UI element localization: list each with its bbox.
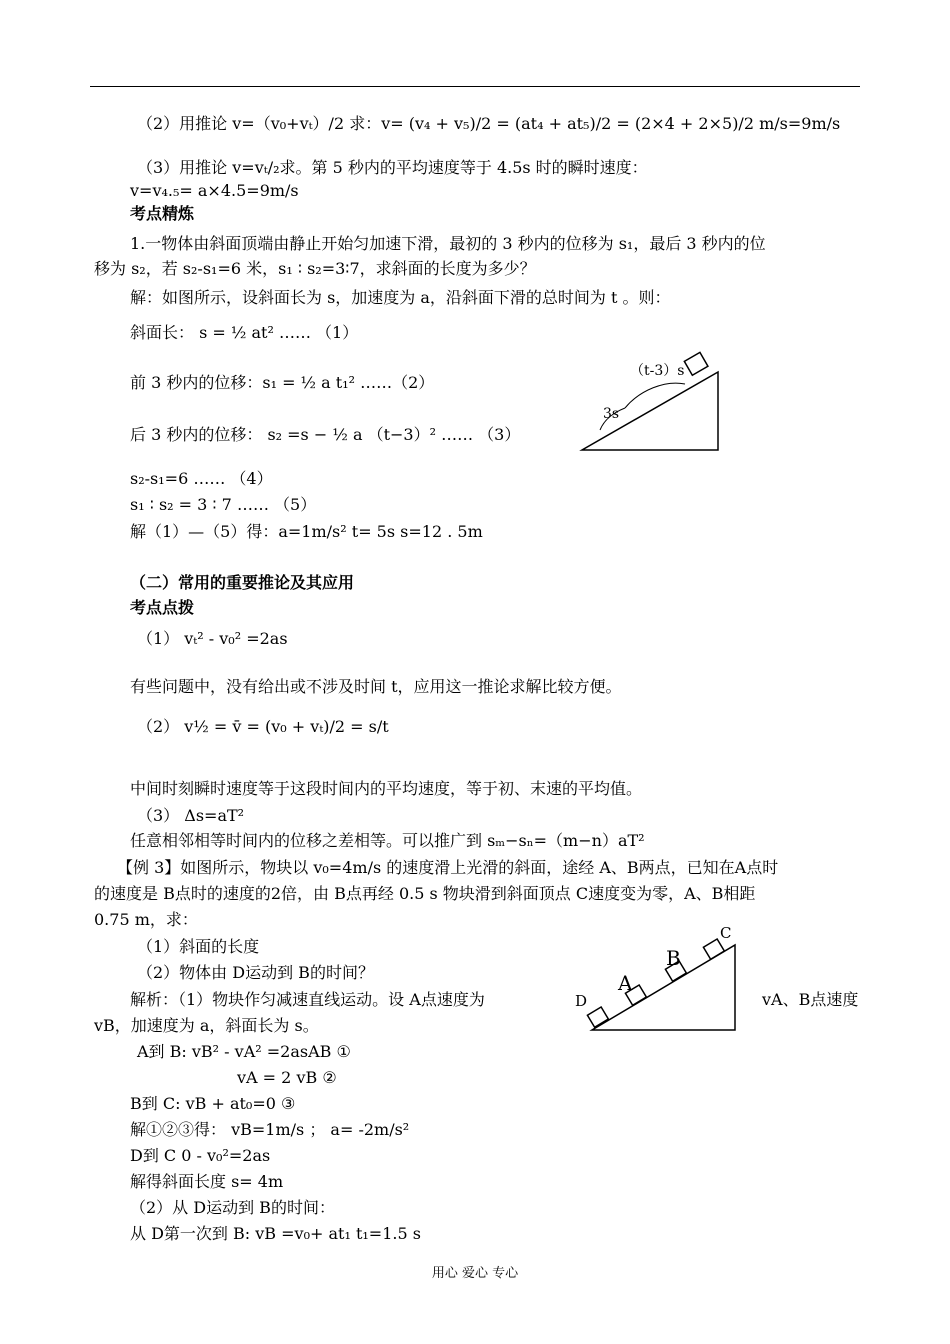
equation-line: vA = 2 vB ② (237, 1068, 337, 1087)
equation-line: s₂-s₁=6 …… （4） (130, 469, 273, 488)
result-line: 解（1）—（5）得：a=1m/s² t= 5s s=12 . 5m (130, 522, 483, 541)
text-line: 解：如图所示，设斜面长为 s，加速度为 a，沿斜面下滑的总时间为 t 。则： (130, 288, 671, 307)
equation-line: 前 3 秒内的位移：s₁ = ½ a t₁² ……（2） (130, 373, 435, 392)
text-line: 有些问题中，没有给出或不涉及时间 t，应用这一推论求解比较方便。 (130, 677, 622, 696)
text-line: （1）斜面的长度 (137, 937, 260, 956)
figure2-label-B: B (666, 946, 681, 970)
incline-figure-2 (570, 920, 750, 1035)
text-line: 1.一物体由斜面顶端由静止开始匀加速下滑，最初的 3 秒内的位移为 s₁，最后 3 秒内的位 (130, 234, 766, 253)
figure1-label-top: （t-3）s (630, 363, 685, 379)
figure2-label-C: C (720, 924, 732, 942)
equation-line: 后 3 秒内的位移： s₂ =s − ½ a （t−3）² …… （3） (130, 425, 521, 444)
figure1-label-mid: 3s (603, 406, 620, 422)
text-line: vA、B点速度 (762, 990, 859, 1009)
text-line: 任意相邻相等时间内的位移之差相等。可以推广到 sₘ−sₙ=（m−n）aT² (130, 831, 645, 850)
equation-line: 斜面长： s = ½ at² …… （1） (130, 323, 359, 342)
text-line: （2）物体由 D运动到 B的时间？ (137, 963, 374, 982)
text-line: 0.75 m，求： (94, 910, 198, 929)
section-heading: （二）常用的重要推论及其应用 (130, 573, 355, 592)
page-footer: 用心 爱心 专心 (431, 1266, 519, 1281)
equation-line: 解①②③得： vB=1m/s ； a= -2m/s² (130, 1120, 410, 1139)
header-rule (90, 86, 860, 87)
figure2-label-A: A (618, 971, 633, 995)
text-line: v=v₄.₅= a×4.5=9m/s (130, 181, 299, 200)
section-heading: 考点点拨 (130, 598, 195, 617)
text-line: 【例 3】如图所示，物块以 v₀=4m/s 的速度滑上光滑的斜面，途经 A、B两点，已知在A点时 (117, 858, 779, 877)
equation-line: s₁ ∶ s₂ = 3 ∶ 7 …… （5） (130, 495, 317, 514)
text-line: 解析：（1）物块作匀减速直线运动。设 A点速度为 (130, 990, 485, 1009)
equation-line: （3） Δs=aT² (137, 806, 245, 825)
result-line: 解得斜面长度 s= 4m (130, 1172, 284, 1191)
figure2-label-D: D (575, 992, 588, 1010)
equation-line: D到 C 0 - v₀²=2as (130, 1146, 271, 1165)
text-line: 移为 s₂，若 s₂-s₁=6 米，s₁ ∶ s₂=3∶7，求斜面的长度为多少？ (94, 259, 536, 278)
section-heading: 考点精炼 (130, 204, 195, 223)
text-line: 的速度是 B点时的速度的2倍，由 B点再经 0.5 s 物块滑到斜面顶点 C速度变为零，A、B相距 (94, 884, 756, 903)
text-line: （2）从 D运动到 B的时间： (130, 1198, 335, 1217)
equation-line: A到 B: vB² - vA² =2asAB ① (137, 1042, 351, 1061)
equation-line: （1） vₜ² - v₀² =2as (137, 629, 288, 648)
equation-line: 从 D第一次到 B: vB =v₀+ at₁ t₁=1.5 s (130, 1224, 421, 1243)
text-line: （2）用推论 v=（v₀+vₜ）/2 求：v= (v₄ + v₅)/2 = (at₄ + at₅)/2 = (2×4 + 2×5)/2 m/s=9m/s (137, 114, 841, 133)
text-line: （3）用推论 v=vₜ/₂求。第 5 秒内的平均速度等于 4.5s 时的瞬时速度： (137, 158, 648, 177)
text-line: vB，加速度为 a，斜面长为 s。 (94, 1016, 319, 1035)
incline-figure-1 (570, 350, 730, 460)
text-line: 中间时刻瞬时速度等于这段时间内的平均速度，等于初、末速的平均值。 (130, 779, 643, 798)
equation-line: B到 C: vB + at₀=0 ③ (130, 1094, 296, 1113)
equation-line: （2） v½ = v̄ = (v₀ + vₜ)/2 = s/t (137, 717, 389, 736)
